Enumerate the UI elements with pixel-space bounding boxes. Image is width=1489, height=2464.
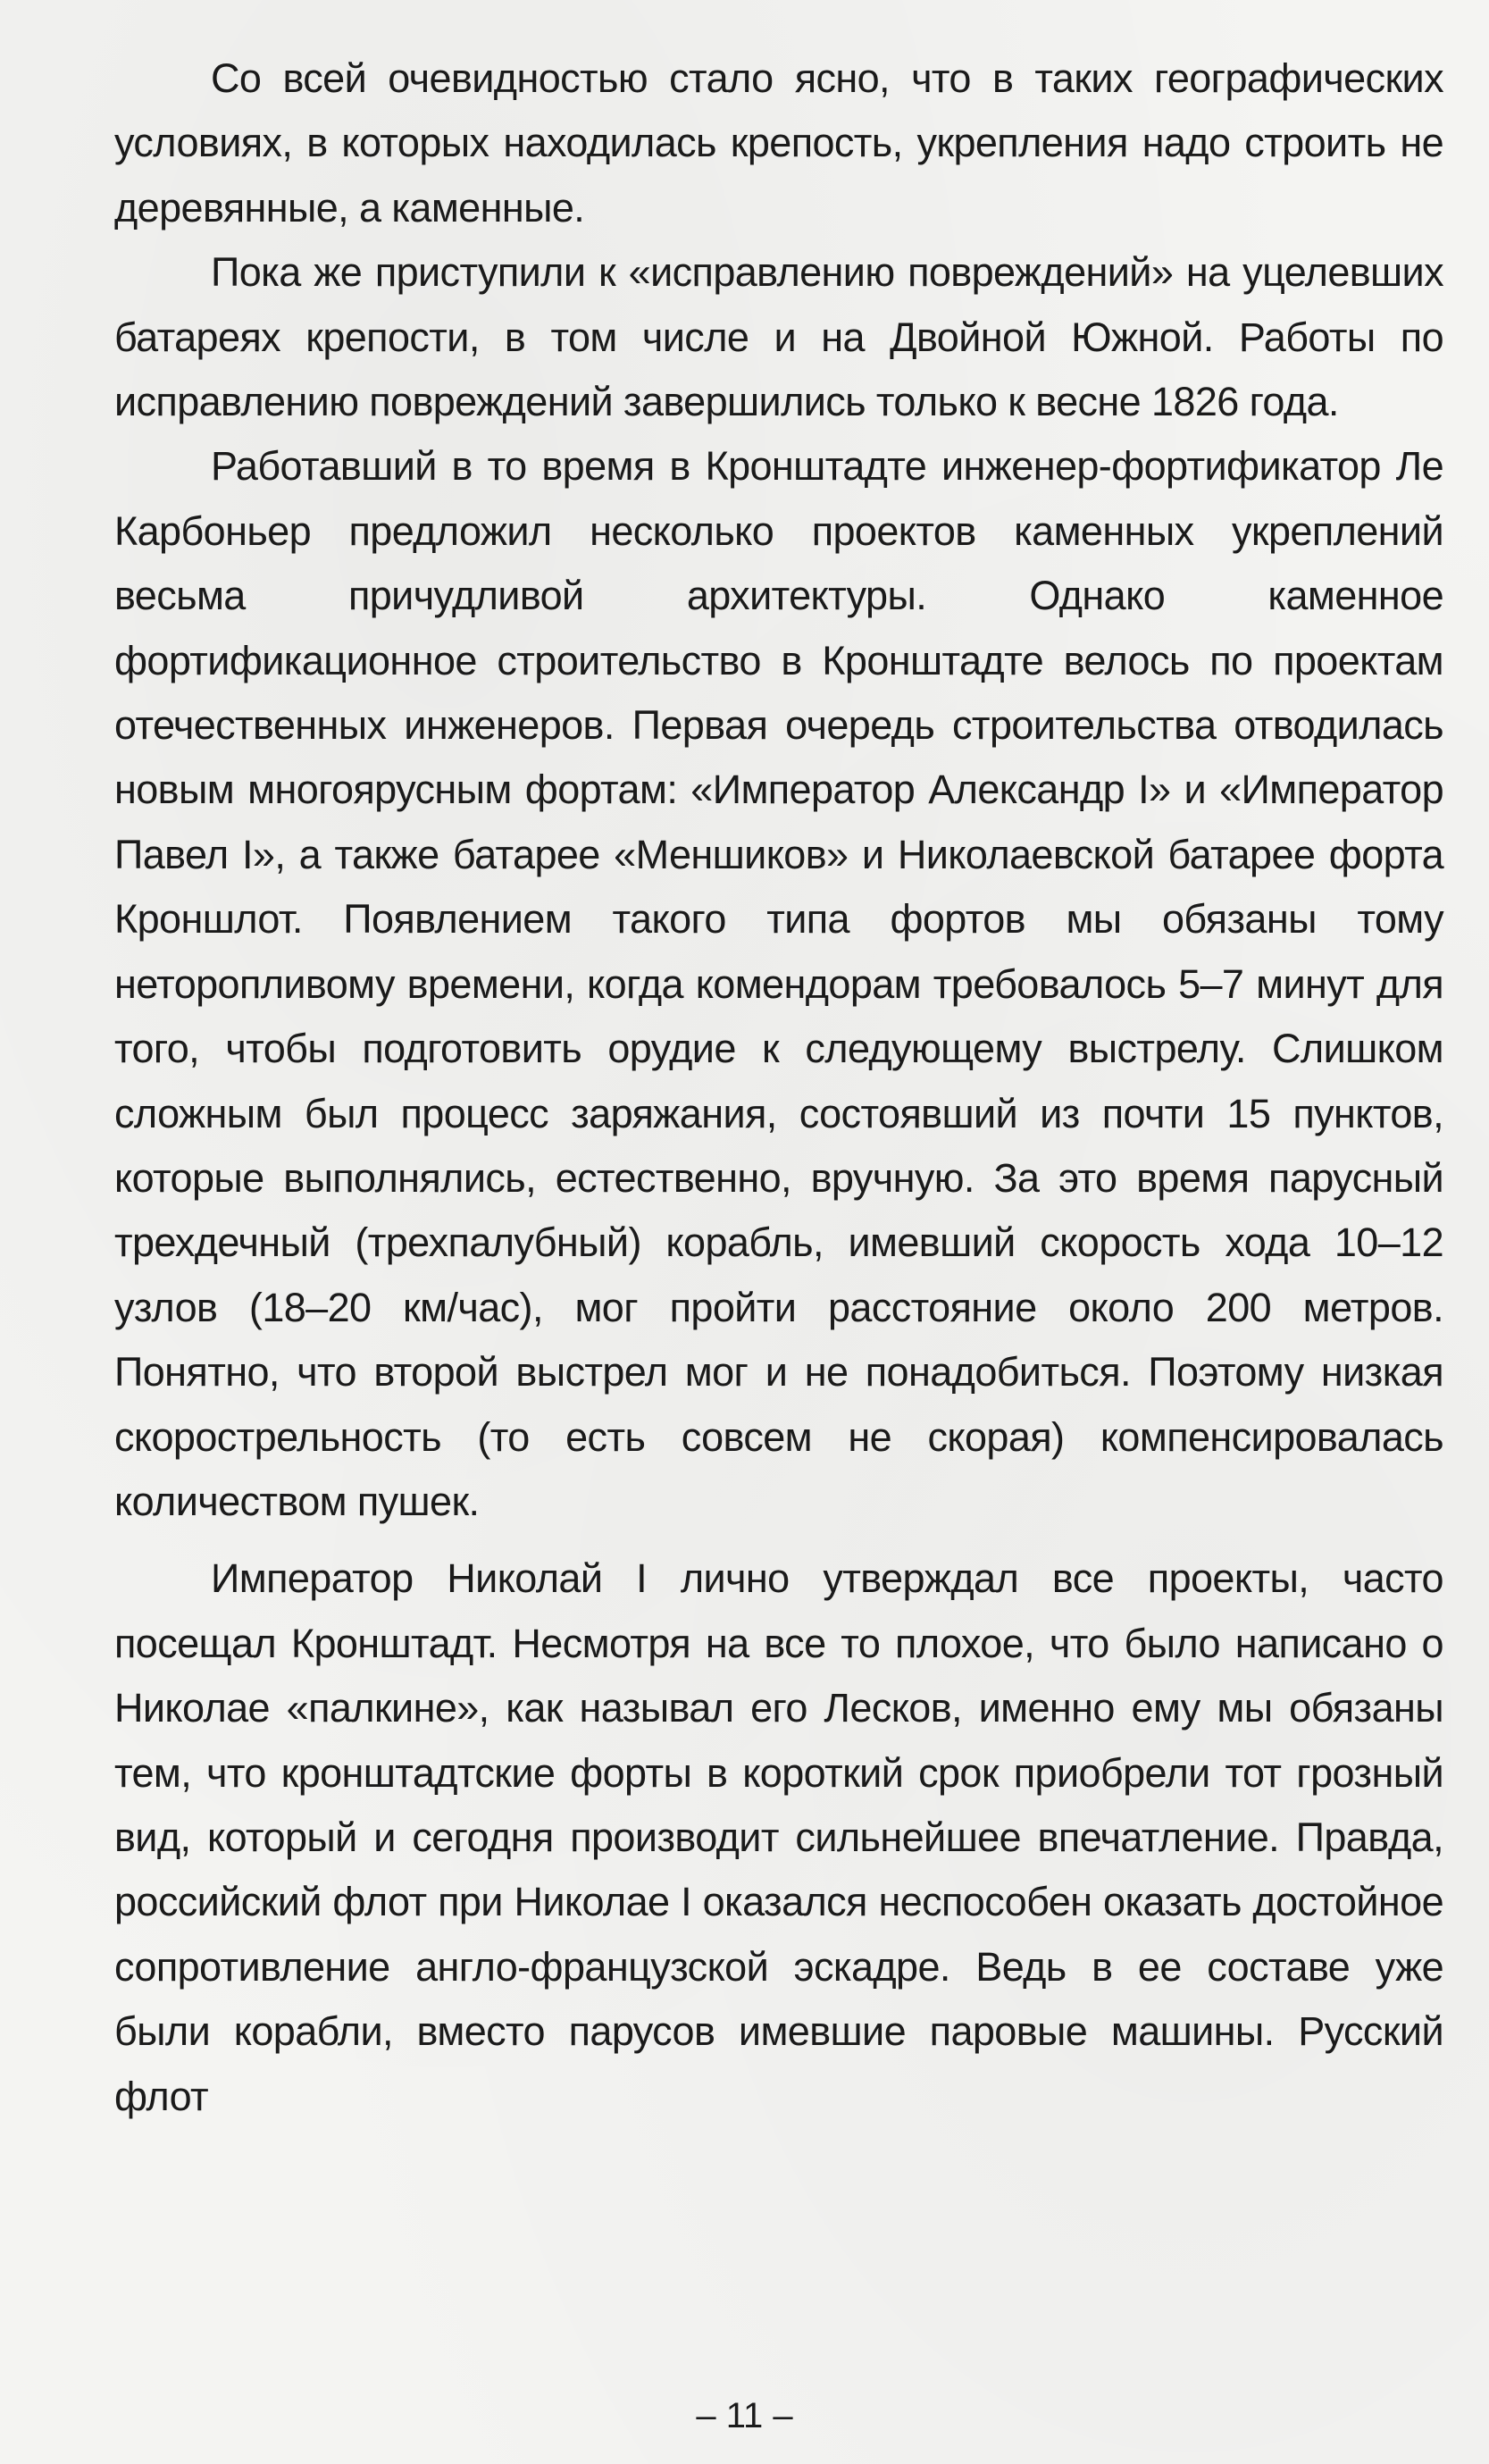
body-text: [114, 46, 1443, 2129]
paragraph-1: Со всей очевидностью стало ясно, что в таких географических условиях, в которых находилась крепость, укрепления надо строить не деревянные, а каменные.: [114, 55, 1443, 230]
paragraph-4: Император Николай I лично утверждал все проекты, часто посещал Кронштадт. Несмотря на все то плохое, что было написано о Николае «палкине», как называл его Лесков, именно ему мы обязаны тем, что кронштадтские форты в короткий срок приобрели тот грозный вид, который и сегодня производит сильнейшее впечатление. Правда, российский флот при Николае I оказался неспособен оказать достойное сопротивление англо-французской эскадре. Ведь в ее составе уже были корабли, вместо парусов имевшие паровые машины. Русский флот: [114, 1555, 1443, 2119]
paragraph-2: Пока же приступили к «исправлению повреждений» на уцелевших батареях крепости, в том числе и на Двойной Южной. Работы по исправлению повреждений завершились только к весне 1826 года.: [114, 249, 1443, 425]
page-number: – 11 –: [696, 2396, 793, 2435]
paragraph-3: Работавший в то время в Кронштадте инженер-фортификатор Ле Карбоньер предложил несколько проектов каменных укреплений весьма причудливой архитектуры. Однако каменное фортификационное строительство в Кронштадте велось по проектам отечественных инженеров. Первая очередь строительства отводилась новым многоярусным фортам: «Император Александр I» и «Император Павел I», а также батарее «Меншиков» и Николаевской батарее форта Кроншлот. Появлением такого типа фортов мы обязаны тому неторопливому времени, когда комендорам требовалось 5–7 минут для того, чтобы подготовить орудие к следующему выстрелу. Слишком сложным был процесс заряжания, состоявший из почти 15 пунктов, которые выполнялись, естественно, вручную. За это время парусный трехдечный (трехпалубный) корабль, имевший скорость хода 10–12 узлов (18–20 км/час), мог пройти расстояние около 200 метров. Понятно, что второй выстрел мог и не понадобиться. Поэтому низкая скорострельность (то есть совсем не скорая) компенсировалась количеством пушек.: [114, 443, 1443, 1524]
